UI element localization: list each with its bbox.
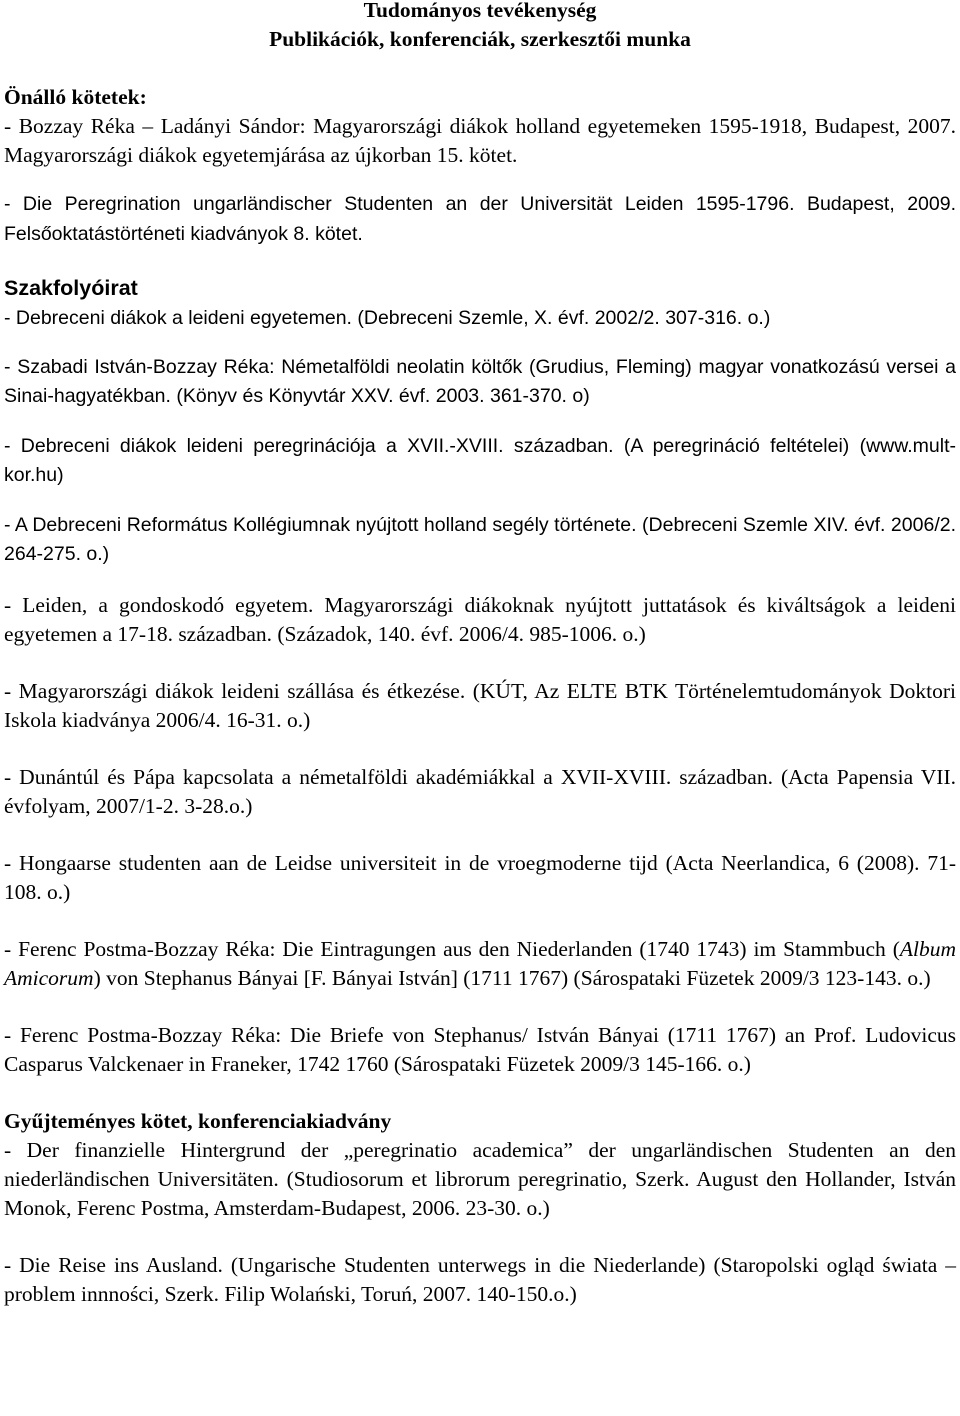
entry-szak-8: - Hongaarse studenten aan de Leidse universiteit in de vroegmoderne tijd (Acta Neerlandica, 6 (2008). 71- 108. o.) bbox=[4, 851, 956, 904]
section-heading-onallo: Önálló kötetek: bbox=[4, 85, 147, 109]
document-page bbox=[4, 0, 956, 1309]
entry-szak-7: - Dunántúl és Pápa kapcsolata a németalföldi akadémiákkal a XVII-XVIII. században. (Acta Papensia VII. évfolyam, 2007/1-2. 3-28.o.) bbox=[4, 765, 956, 818]
entry-szak-4: - A Debreceni Református Kollégiumnak nyújtott holland segély története. (Debreceni Szemle XIV. évf. 2006/2. 264-275. o.) bbox=[4, 514, 956, 565]
section-heading-gyujtemenyes: Gyűjteményes kötet, konferenciakiadvány bbox=[4, 1109, 392, 1133]
entry-szak-3: - Debreceni diákok leideni peregrinációja a XVII.-XVIII. században. (A peregrináció feltételei) (www.mult-kor.hu) bbox=[4, 435, 956, 486]
document-title: Tudományos tevékenység bbox=[363, 0, 597, 22]
entry-szak-9-text-a: - Ferenc Postma-Bozzay Réka: Die Eintragungen aus den Niederlanden (1740 1743) im Stammbuch ( bbox=[4, 937, 900, 961]
entry-szak-1: - Debreceni diákok a leideni egyetemen. (Debreceni Szemle, X. évf. 2002/2. 307-316. o.) bbox=[4, 307, 771, 329]
entry-gyujt-1: - Der finanzielle Hintergrund der „peregrinatio academica” der ungarländischen Studenten an den niederländischen Universitäten. (Studiosorum et librorum peregrinatio, Szerk. August den Hollander, István Monok, Ferenc Postma, Amsterdam-Budapest, 2006. 23-30. o.) bbox=[4, 1138, 956, 1220]
entry-szak-10: - Ferenc Postma-Bozzay Réka: Die Briefe von Stephanus/ István Bányai (1711 1767) an Prof. Ludovicus Casparus Valckenaer in Franeker, 1742 1760 (Sárospataki Füzetek 2009/3 145-166. o.) bbox=[4, 1023, 956, 1076]
entry-szak-9-italic: Album Amicorum bbox=[4, 937, 956, 990]
entry-szak-2: - Szabadi István-Bozzay Réka: Németalföldi neolatin költők (Grudius, Fleming) magyar vonatkozású versei a Sinai-hagyatékban. (Könyv és Könyvtár XXV. évf. 2003. 361-370. o) bbox=[4, 356, 956, 407]
entry-szak-9-text-b: ) von Stephanus Bányai [F. Bányai István] (1711 1767) (Sárospataki Füzetek 2009/3 123-143. o.) bbox=[93, 966, 931, 990]
entry-onallo-1: - Bozzay Réka – Ladányi Sándor: Magyarországi diákok holland egyetemeken 1595-1918, Budapest, 2007. Magyarországi diákok egyetemjárása az újkorban 15. kötet. bbox=[4, 114, 956, 167]
entry-onallo-2: - Die Peregrination ungarländischer Studenten an der Universität Leiden 1595-1796. Budapest, 2009. Felsőoktatástörténeti kiadványok 8. kötet. bbox=[4, 193, 956, 245]
entry-gyujt-2: - Die Reise ins Ausland. (Ungarische Studenten unterwegs in die Niederlande) (Staropolski ogląd świata – problem innności, Szerk. Filip Wolański, Toruń, 2007. 140-150.o.) bbox=[4, 1253, 956, 1306]
section-heading-szakfolyoirat: Szakfolyóirat bbox=[4, 276, 138, 300]
entry-szak-9 bbox=[4, 935, 956, 993]
document-subtitle: Publikációk, konferenciák, szerkesztői munka bbox=[269, 27, 691, 51]
entry-szak-6: - Magyarországi diákok leideni szállása és étkezése. (KÚT, Az ELTE BTK Történelemtudományok Doktori Iskola kiadványa 2006/4. 16-31. o.) bbox=[4, 679, 956, 732]
entry-szak-5: - Leiden, a gondoskodó egyetem. Magyarországi diákoknak nyújtott juttatások és kiváltságok a leideni egyetemen a 17-18. században. (Századok, 140. évf. 2006/4. 985-1006. o.) bbox=[4, 593, 956, 646]
